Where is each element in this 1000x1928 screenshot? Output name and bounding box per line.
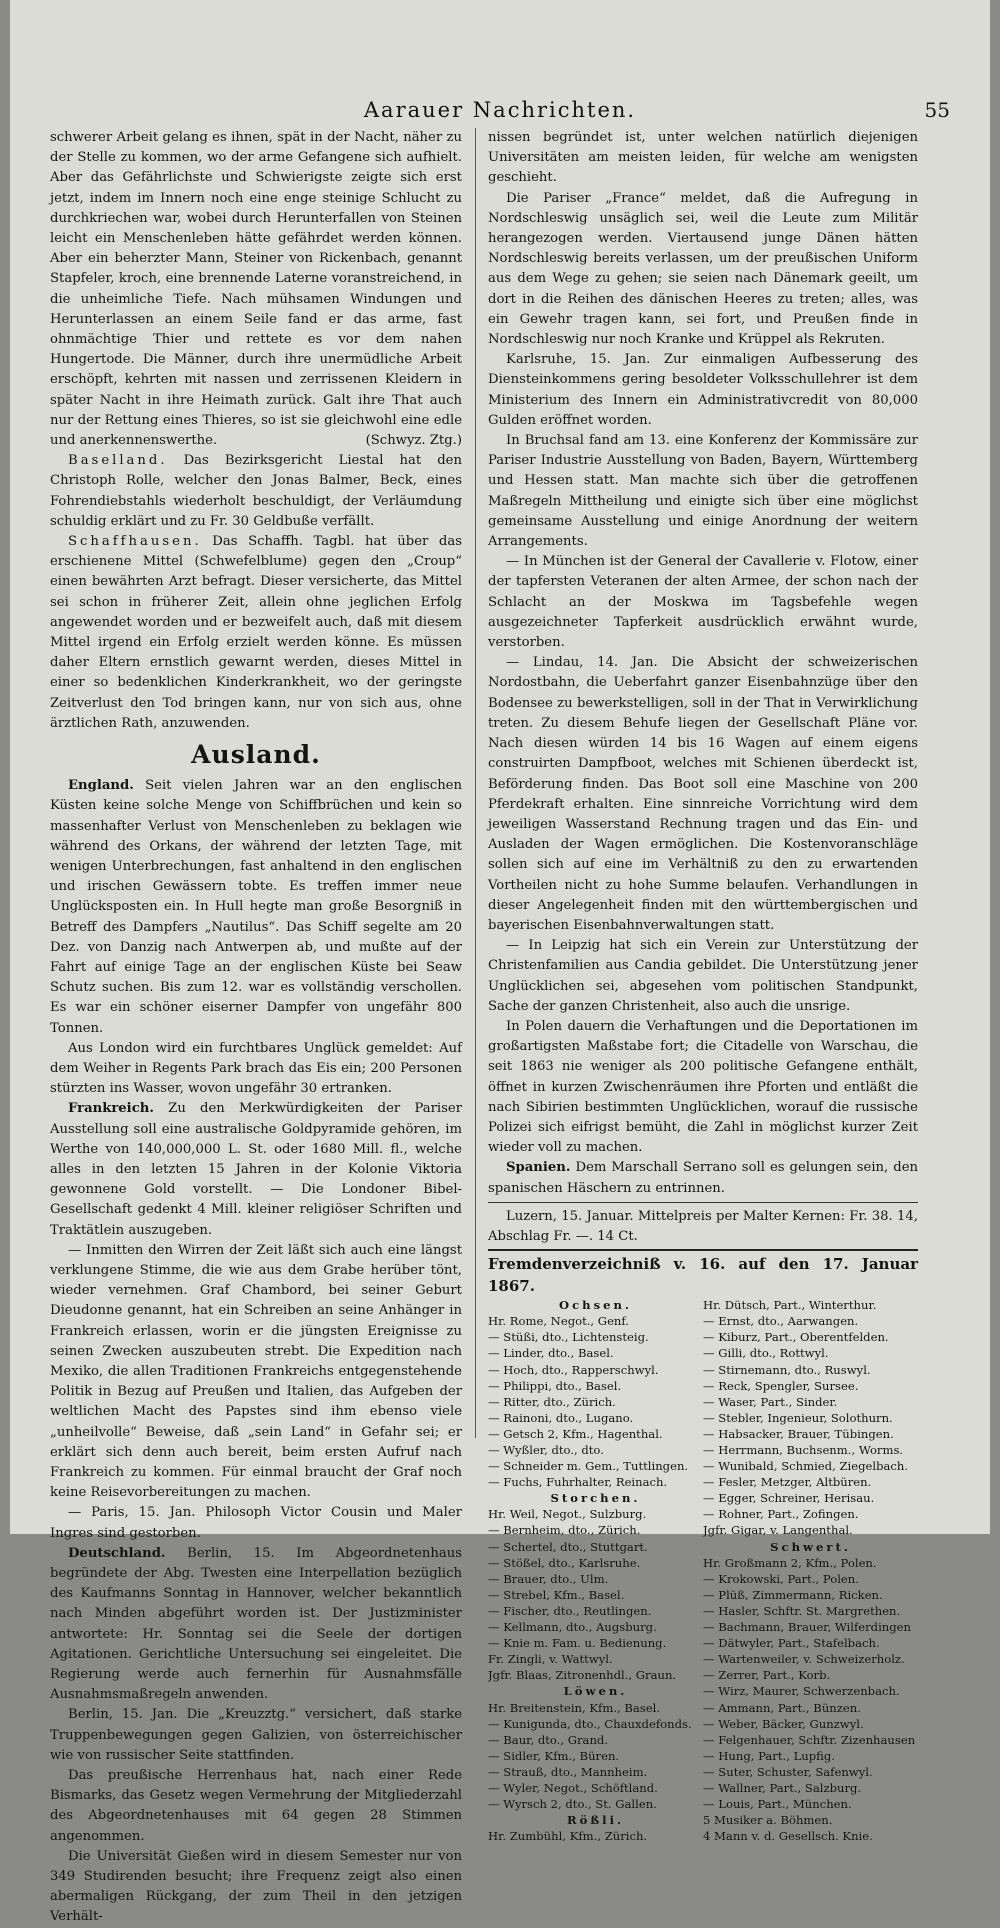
left-column (50, 128, 462, 1928)
article-paragraph: nissen begründet ist, unter welchen natürlich diejenigen Universitäten am meisten leiden, für welche am wenigsten geschieht. (488, 130, 918, 186)
article-paragraph: In Polen dauern die Verhaftungen und die Deportationen im großartigsten Maßstabe fort; die Citadelle von Warschau, die seit 1863 nie weniger als 200 politische Gefangene enthält, öffnet in kurzen Zwischenräumen ihre Pforten und entläßt die nach Sibirien bestimmten Unglücklichen, worauf die russische Polizei sich eifrigst bemüht, die Zahl in möglichst kurzer Zeit wieder voll zu machen. (488, 1018, 918, 1156)
guest-entry: — Wartenweiler, v. Schweizerholz. (703, 1652, 905, 1667)
guest-entry: — Weber, Bäcker, Gunzwyl. (703, 1716, 864, 1731)
guest-entry: — Stüßi, dto., Lichtensteig. (488, 1330, 649, 1345)
guest-entry: — Ritter, dto., Zürich. (488, 1394, 616, 1409)
hotel-name: Storchen. (550, 1491, 641, 1506)
guest-entry: — Getsch 2, Kfm., Hagenthal. (488, 1426, 663, 1441)
guest-entry: — Rohner, Part., Zofingen. (703, 1507, 859, 1522)
guest-entry: — Wallner, Part., Salzburg. (703, 1780, 862, 1795)
article-paragraph: Spanien. Dem Marschall Serrano soll es gelungen sein, den spanischen Häschern zu entrinnen. (488, 1160, 918, 1196)
article-paragraph: — Lindau, 14. Jan. Die Absicht der schweizerischen Nordostbahn, die Ueberfahrt ganzer Eisenbahnzüge über den Bodensee zu bewerkstelligen, soll in der That in Verwirklichung treten. Zu diesem Behufe liegen der Gesellschaft Pläne vor. Nach diesen würden 14 bis 16 Wagen auf einem eigens construirten Dampfboot, welches mit Schienen überdeckt ist, Beförderung finden. Das Boot soll eine Maschine von 200 Pferdekraft erhalten. Eine sinnreiche Vorrichtung wird dem jeweiligen Wasserstand Rechnung tragen und das Ein- und Ausladen der Wagen ermöglichen. Die Kostenvoranschläge sollen sich auf eine im Verhältniß zu den zu erwartenden Vortheilen nicht zu hohe Summe belaufen. Verhandlungen in dieser Angelegenheit finden mit den württembergischen und bayerischen Eisenbahnverwaltungen statt. (488, 655, 918, 933)
guest-entry: — Fesler, Metzger, Altbüren. (703, 1475, 872, 1490)
guest-entry: — Stirnemann, dto., Ruswyl. (703, 1362, 871, 1377)
guest-entry: — Bachmann, Brauer, Wilferdingen (703, 1620, 911, 1635)
guest-entry: — Strebel, Kfm., Basel. (488, 1587, 625, 1602)
guest-entry: Hr. Rome, Negot., Genf. (488, 1314, 629, 1329)
place-name: Schaffhausen. (68, 534, 202, 550)
place-name: Baselland. (68, 453, 168, 469)
article-paragraph: Aus London wird ein furchtbares Unglück gemeldet: Auf dem Weiher in Regents Park brach das Eis ein; 200 Personen stürzten ins Wasser, wovon ungefähr 30 ertranken. (50, 1040, 462, 1097)
guest-entry: — Wirz, Maurer, Schwerzenbach. (703, 1684, 900, 1699)
guest-entry: — Herrmann, Buchsenm., Worms. (703, 1443, 904, 1458)
guest-entry: — Sidler, Kfm., Büren. (488, 1748, 620, 1763)
guest-entry: 5 Musiker a. Böhmen. (703, 1813, 833, 1828)
guest-entry: — Kellmann, dto., Augsburg. (488, 1620, 657, 1635)
guest-entry: Hr. Dütsch, Part., Winterthur. (703, 1298, 877, 1313)
guest-entry: — Louis, Part., München. (703, 1797, 852, 1812)
guest-entry: — Stößel, dto., Karlsruhe. (488, 1555, 641, 1570)
guest-entry: — Reck, Spengler, Sursee. (703, 1378, 859, 1393)
guest-register-title: Fremdenverzeichniß v. 16. auf den 17. Januar 1867. (488, 1255, 918, 1296)
guest-entry: — Knie m. Fam. u. Bedienung. (488, 1636, 667, 1651)
right-column (488, 128, 918, 1844)
guest-entry: — Suter, Schuster, Safenwyl. (703, 1764, 873, 1779)
article-paragraph: In Bruchsal fand am 13. eine Konferenz der Kommissäre zur Pariser Industrie Ausstellung von Baden, Bayern, Württemberg und Hessen statt. Man machte sich über die getroffenen Maßregeln Mittheilung und einigte sich über eine möglichst gemeinsame Ausstellung und einige Anordnung der weitern Arrangements. (488, 433, 918, 550)
guest-entry: — Felgenhauer, Schftr. Zizenhausen (703, 1732, 916, 1747)
guest-entry: — Brauer, dto., Ulm. (488, 1571, 609, 1586)
source-citation: (Schwyz. Ztg.) (365, 433, 462, 449)
article-paragraph: schwerer Arbeit gelang es ihnen, spät in der Nacht, näher zu der Stelle zu kommen, wo der arme Gefangene sich aufhielt. Aber das Gefährlichste und Schwierigste zeigte sich erst jetzt, indem im Innern noch eine enge steinige Schlucht zu durchkriechen war, wobei durch Herunterfallen von Steinen leicht ein Menschenleben hätte gefährdet werden können. Aber ein beherzter Mann, Steiner von Rickenbach, genannt Stapfeler, kroch, eine brennende Laterne voranstreichend, in die unheimliche Tiefe. Nach mühsamen Windungen und Herunterlassen an einem Seile fand er das arme, fast ohnmächtige Thier und rettete es vor dem nahen Hungertode. Die Männer, durch ihre unermüdliche Arbeit erschöpft, kehrten mit nassen und zerrissenen Kleidern in später Nacht in ihre Heimath zurück. Galt ihre That auch nur der Rettung eines Thieres, so ist sie gleichwohl eine edle und anerkennenswerthe. (Schwyz. Ztg.) (50, 128, 462, 451)
article-paragraph: England. Seit vielen Jahren war an den englischen Küsten keine solche Menge von Schiffbrüchen und kein so massenhafter Verlust von Menschenleben zu beklagen wie während des Orkans, der während der letzten Tage, mit wenigen Unterbrechungen, fast anhaltend in den englischen und irischen Gewässern tobte. Es treffen immer neue Unglücksposten ein. In Hull hegte man große Besorgniß in Betreff des Dampfers „Nautilus“. Das Schiff segelte am 20 Dez. von Danzig nach Antwerpen ab, und mußte auf der Fahrt auf einige Tage an der englischen Küste bei Seaw Schutz suchen. Bis zum 12. war es vollständig verschollen. Es war ein schöner eiserner Dampfer von ungefähr 800 Tonnen. (50, 778, 462, 1036)
section-heading: Ausland. (191, 740, 321, 770)
page-title: Aarauer Nachrichten. (363, 98, 637, 122)
article-paragraph: Berlin, 15. Jan. Die „Kreuzztg.“ versichert, daß starke Truppenbewegungen gegen Galizien, von österreichischer wie von russischer Seite stattfinden. (50, 1707, 462, 1763)
guest-entry: — Gilli, dto., Rottwyl. (703, 1346, 829, 1361)
article-paragraph: Schaffhausen. Das Schaffh. Tagbl. hat über das erschienene Mittel (Schwefelblume) gegen den „Croup“ einen bewährten Arzt befragt. Dieser versicherte, das Mittel sei schon in früherer Zeit, allein ohne jeglichen Erfolg angewendet worden und er bezweifelt auch, daß mit diesem Mittel irgend ein Erfolg erzielt werden könne. Es müssen daher Eltern ernstlich gewarnt werden, dieses Mittel in einer so bedenklichen Kinderkrankheit, wo der geringste Zeitverlust den Tod bringen kann, nur von sich aus, ohne ärztlichen Rath, anzuwenden. (50, 534, 462, 731)
article-paragraph: — In München ist der General der Cavallerie v. Flotow, einer der tapfersten Veteranen der alten Armee, der schon nach der Schlacht an der Moskwa im Tagsbefehle wegen ausgezeichneter Tapferkeit ausdrücklich erwähnt wurde, verstorben. (488, 554, 918, 651)
article-paragraph: Die Pariser „France“ meldet, daß die Aufregung in Nordschleswig unsäglich sei, weil die Leute zum Militär herangezogen werden. Viertausend junge Dänen hätten Nordschleswig bereits verlassen, um der preußischen Uniform aus dem Wege zu gehen; sie seien nach Dänemark geeilt, um dort in die Reihen des dänischen Heeres zu treten; alles, was ein Gewehr tragen kann, sei fort, und Preußen finde in Nordschleswig nur noch Kranke und Krüppel als Rekruten. (488, 190, 918, 348)
guest-entry: Jgfr. Blaas, Zitronenhdl., Graun. (488, 1668, 677, 1683)
guest-entry: — Kiburz, Part., Oberentfelden. (703, 1330, 889, 1345)
divider (488, 1249, 918, 1251)
page-number: 55 (924, 98, 950, 122)
guest-register-right (703, 1297, 918, 1844)
guest-entry: — Rainoni, dto., Lugano. (488, 1410, 634, 1425)
guest-entry: — Ernst, dto., Aarwangen. (703, 1314, 859, 1329)
market-price-notice: Luzern, 15. Januar. Mittelpreis per Malter Kernen: Fr. 38. 14, Abschlag Fr. —. 14 Ct. (488, 1208, 918, 1244)
guest-entry: Fr. Zingli, v. Wattwyl. (488, 1652, 613, 1667)
guest-entry: — Hasler, Schftr. St. Margrethen. (703, 1603, 901, 1618)
guest-entry: — Zerrer, Part., Korb. (703, 1668, 831, 1683)
country-heading: Deutschland. (68, 1545, 166, 1561)
article-paragraph: — In Leipzig hat sich ein Verein zur Unterstützung der Christenfamilien aus Candia gebildet. Die Unterstützung jener Unglücklichen sei, abgesehen vom politischen Standpunkt, Sache der ganzen Christenheit, also auch die unsrige. (488, 938, 918, 1014)
guest-entry: — Krokowski, Part., Polen. (703, 1571, 859, 1586)
hotel-name: Schwert. (770, 1539, 851, 1554)
guest-entry: — Strauß, dto., Mannheim. (488, 1764, 648, 1779)
guest-entry: — Stebler, Ingenieur, Solothurn. (703, 1410, 893, 1425)
guest-entry: — Linder, dto., Basel. (488, 1346, 614, 1361)
guest-entry: — Fuchs, Fuhrhalter, Reinach. (488, 1475, 668, 1490)
guest-entry: — Wyrsch 2, dto., St. Gallen. (488, 1797, 657, 1812)
country-heading: Frankreich. (68, 1101, 154, 1117)
guest-entry: — Waser, Part., Sinder. (703, 1394, 838, 1409)
guest-entry: — Dätwyler, Part., Stafelbach. (703, 1636, 880, 1651)
guest-entry: — Baur, dto., Grand. (488, 1732, 609, 1747)
hotel-name: Löwen. (563, 1684, 628, 1699)
guest-entry: — Philippi, dto., Basel. (488, 1378, 622, 1393)
article-paragraph: Die Universität Gießen wird in diesem Semester nur von 349 Studirenden besucht; ihre Frequenz zeigt also einen abermaligen Rückgang, der zum Theil in den jetzigen Verhält- (50, 1848, 462, 1925)
guest-entry: — Egger, Schreiner, Herisau. (703, 1491, 875, 1506)
guest-entry: — Kunigunda, dto., Chauxdefonds. (488, 1716, 692, 1731)
article-paragraph: Deutschland. Berlin, 15. Im Abgeordnetenhaus begründete der Abg. Twesten eine Interpellation bezüglich des Kaufmanns Sonntag in Hannover, welcher bekanntlich nach Minden abgeführt worden ist. Der Justizminister antwortete: Hr. Sonntag sei die Seele der dortigen Agitationen. Gerichtliche Untersuchung sei eingeleitet. Die Regierung werde auch fernerhin für Ausnahmsfälle Ausnahmsmaßregeln anwenden. (50, 1545, 462, 1703)
guest-entry: 4 Mann v. d. Gesellsch. Knie. (703, 1829, 873, 1844)
guest-entry: — Hung, Part., Lupfig. (703, 1748, 835, 1763)
article-paragraph: Das preußische Herrenhaus hat, nach einer Rede Bismarks, das Gesetz wegen Vermehrung der Mitgliederzahl des Abgeordnetenhauses mit 64 gegen 28 Stimmen angenommen. (50, 1768, 462, 1844)
guest-entry: — Ammann, Part., Bünzen. (703, 1700, 861, 1715)
hotel-name: Ochsen. (559, 1298, 632, 1313)
guest-register (488, 1297, 918, 1844)
guest-entry: — Habsacker, Brauer, Tübingen. (703, 1426, 894, 1441)
guest-entry: — Wyler, Negot., Schöftland. (488, 1780, 658, 1795)
guest-entry: Hr. Großmann 2, Kfm., Polen. (703, 1555, 877, 1570)
article-paragraph: — Paris, 15. Jan. Philosoph Victor Cousin und Maler Ingres sind gestorben. (50, 1505, 462, 1541)
guest-register-left (488, 1297, 703, 1844)
guest-entry: — Fischer, dto., Reutlingen. (488, 1603, 652, 1618)
guest-entry: — Schneider m. Gem., Tuttlingen. (488, 1459, 689, 1474)
page-header (10, 98, 990, 124)
country-heading: Spanien. (506, 1160, 571, 1176)
guest-entry: Hr. Breitenstein, Kfm., Basel. (488, 1700, 661, 1715)
country-heading: England. (68, 778, 134, 794)
guest-entry: — Schertel, dto., Stuttgart. (488, 1539, 648, 1554)
guest-entry: — Wyßler, dto., dto. (488, 1443, 604, 1458)
newspaper-page (10, 0, 990, 1925)
column-divider (475, 128, 476, 1438)
guest-entry: — Wunibald, Schmied, Ziegelbach. (703, 1459, 909, 1474)
guest-entry: — Bernheim, dto., Zürich. (488, 1523, 641, 1538)
guest-entry: Hr. Weil, Negot., Sulzburg. (488, 1507, 647, 1522)
guest-entry: Hr. Zumbühl, Kfm., Zürich. (488, 1829, 648, 1844)
guest-entry: — Plüß, Zimmermann, Ricken. (703, 1587, 883, 1602)
guest-entry: — Hoch, dto., Rapperschwyl. (488, 1362, 659, 1377)
divider (488, 1202, 918, 1203)
article-paragraph: Karlsruhe, 15. Jan. Zur einmaligen Aufbesserung des Diensteinkommens gering besoldeter Volksschullehrer ist dem Ministerium des Innern ein Administrativcredit von 80,000 Gulden eröffnet worden. (488, 352, 918, 428)
hotel-name: Rößli. (566, 1813, 625, 1828)
article-paragraph: Frankreich. Zu den Merkwürdigkeiten der Pariser Ausstellung soll eine australische Goldpyramide gehören, im Werthe von 140,000,000 L. St. oder 1680 Mill. fl., welche alles in den letzten 15 Jahren in der Kolonie Viktoria gewonnene Gold vorstellt. — Die Londoner Bibel-Gesellschaft gedenkt 4 Mill. kleiner religiöser Schriften und Traktätlein auszugeben. (50, 1101, 462, 1238)
guest-entry: Jgfr. Gigar, v. Langenthal. (703, 1523, 853, 1538)
article-paragraph: Baselland. Das Bezirksgericht Liestal hat den Christoph Rolle, welcher den Jonas Balmer, Beck, eines Fohrendiebstahls wiederholt beschuldigt, der Verläumdung schuldig erklärt und zu Fr. 30 Geldbuße verfällt. (50, 453, 462, 529)
article-paragraph: — Inmitten den Wirren der Zeit läßt sich auch eine längst verklungene Stimme, die wie aus dem Grabe herüber tönt, wieder vernehmen. Graf Chambord, bei seiner Geburt Dieudonne genannt, hat ein Schreiben an seine Anhänger in Frankreich erlassen, worin er die jüngsten Ereignisse zu seinen Zwecken auszubeuten strebt. Die Expedition nach Mexiko, die allen Traditionen Frankreichs entgegenstehende Politik in Bezug auf Preußen und Italien, das Aufgeben der weltlichen Macht des Papstes sind ihm ebenso viele „unheilvolle“ Beweise, daß „sein Land“ in Gefahr sei; er erklärt sich denn auch bereit, beim ersten Aufruf nach Frankreich zu kommen. Für einmal braucht der Graf noch keine Reisevorbereitungen zu machen. (50, 1242, 462, 1501)
